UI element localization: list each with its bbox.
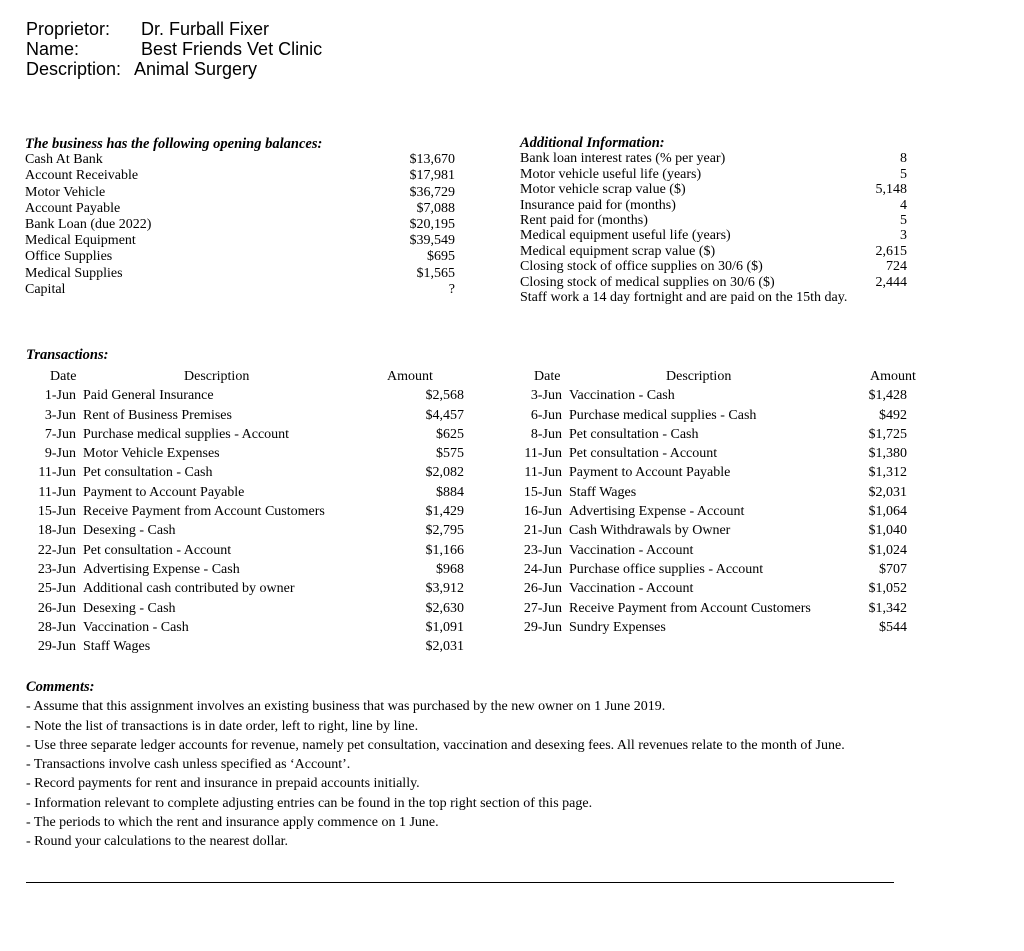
- transaction-amount: $1,380: [868, 446, 907, 462]
- balance-value: $36,729: [409, 184, 455, 200]
- transaction-description: Sundry Expenses: [569, 619, 666, 635]
- table-row: [512, 406, 907, 425]
- name-label: Name:: [26, 39, 80, 59]
- transaction-amount: $1,052: [868, 581, 907, 597]
- transaction-description: Advertising Expense - Cash: [83, 561, 240, 577]
- transaction-date: 25-Jun: [37, 581, 76, 597]
- transaction-amount: $1,428: [868, 388, 907, 404]
- balance-name: Motor Vehicle: [25, 184, 106, 200]
- info-row: [520, 182, 907, 197]
- transaction-description: Pet consultation - Cash: [83, 465, 213, 481]
- transaction-amount: $2,795: [425, 523, 464, 539]
- table-row: [26, 425, 464, 444]
- column-header-description: Description: [184, 369, 250, 384]
- transaction-date: 27-Jun: [523, 600, 562, 616]
- transaction-amount: $707: [879, 561, 907, 577]
- transaction-description: Vaccination - Account: [569, 542, 694, 558]
- info-name: Bank loan interest rates (% per year): [520, 151, 726, 167]
- transaction-amount: $2,031: [425, 639, 464, 655]
- transaction-date: 15-Jun: [523, 484, 562, 500]
- balance-name: Account Payable: [25, 200, 121, 216]
- info-value: 724: [886, 259, 907, 275]
- transaction-date: 16-Jun: [523, 504, 562, 520]
- balance-value: ?: [448, 281, 455, 297]
- info-value: 5,148: [875, 182, 907, 198]
- transaction-description: Motor Vehicle Expenses: [83, 446, 220, 462]
- transaction-description: Receive Payment from Account Customers: [83, 504, 325, 520]
- balance-row: [25, 249, 455, 265]
- balance-value: $1,565: [416, 265, 455, 281]
- transactions-list-left: [26, 386, 464, 656]
- transaction-date: 3-Jun: [530, 388, 562, 404]
- table-row: [512, 599, 907, 618]
- transaction-amount: $625: [436, 426, 464, 442]
- comment-line: - Assume that this assignment involves an existing business that was purchased by the new owner on 1 June 2019.: [26, 699, 666, 715]
- table-row: [512, 521, 907, 540]
- balance-name: Cash At Bank: [25, 152, 103, 168]
- transaction-description: Receive Payment from Account Customers: [569, 600, 811, 616]
- transaction-date: 1-Jun: [44, 388, 76, 404]
- info-value: 4: [900, 197, 907, 213]
- comments-title: Comments:: [26, 679, 95, 695]
- transaction-description: Staff Wages: [569, 484, 637, 500]
- balance-row: [25, 217, 455, 233]
- balance-row: [25, 266, 455, 282]
- transaction-description: Payment to Account Payable: [569, 465, 731, 481]
- table-row: [512, 463, 907, 482]
- transaction-amount: $1,024: [868, 542, 907, 558]
- transaction-description: Pet consultation - Account: [83, 542, 232, 558]
- transactions-header-left: [26, 367, 464, 386]
- transaction-amount: $3,912: [425, 581, 464, 597]
- info-name: Rent paid for (months): [520, 212, 648, 228]
- info-row: [520, 213, 907, 228]
- info-value: 2,444: [875, 274, 907, 290]
- transaction-date: 29-Jun: [37, 639, 76, 655]
- transaction-description: Advertising Expense - Account: [569, 504, 745, 520]
- transaction-amount: $884: [436, 484, 464, 500]
- transaction-date: 7-Jun: [44, 426, 76, 442]
- balance-name: Medical Equipment: [25, 233, 136, 249]
- transaction-description: Purchase office supplies - Account: [569, 561, 764, 577]
- info-value: 3: [900, 228, 907, 244]
- info-value: 5: [900, 166, 907, 182]
- transaction-date: 21-Jun: [523, 523, 562, 539]
- transaction-date: 26-Jun: [37, 600, 76, 616]
- additional-information: [520, 136, 907, 305]
- balance-name: Account Receivable: [25, 168, 139, 184]
- balance-row: [25, 201, 455, 217]
- transaction-date: 23-Jun: [37, 561, 76, 577]
- transactions-header-right: [512, 367, 916, 386]
- table-row: [512, 541, 907, 560]
- comments-list: [26, 697, 896, 851]
- transaction-date: 11-Jun: [38, 484, 76, 500]
- transaction-description: Rent of Business Premises: [83, 407, 232, 423]
- table-row: [512, 618, 907, 637]
- balance-value: $13,670: [409, 152, 455, 168]
- table-row: [26, 637, 464, 656]
- table-row: [512, 502, 907, 521]
- transaction-date: 6-Jun: [530, 407, 562, 423]
- info-name: Medical equipment scrap value ($): [520, 243, 716, 259]
- additional-information-title: Additional Information:: [520, 135, 665, 151]
- balance-value: $695: [427, 249, 455, 265]
- table-row: [26, 483, 464, 502]
- info-row: [520, 167, 907, 182]
- comment-line: - Note the list of transactions is in date order, left to right, line by line.: [26, 718, 419, 734]
- transaction-description: Cash Withdrawals by Owner: [569, 523, 731, 539]
- transaction-date: 24-Jun: [523, 561, 562, 577]
- balance-value: $20,195: [409, 216, 455, 232]
- transaction-amount: $575: [436, 446, 464, 462]
- transaction-date: 22-Jun: [37, 542, 76, 558]
- info-name: Insurance paid for (months): [520, 197, 676, 213]
- transaction-date: 15-Jun: [37, 504, 76, 520]
- info-name: Medical equipment useful life (years): [520, 228, 731, 244]
- transaction-date: 26-Jun: [523, 581, 562, 597]
- description-value: Animal Surgery: [134, 59, 258, 79]
- table-row: [26, 541, 464, 560]
- column-header-date: Date: [534, 369, 561, 384]
- proprietor-value: Dr. Furball Fixer: [141, 19, 270, 39]
- transaction-description: Purchase medical supplies - Account: [83, 426, 290, 442]
- bottom-divider: [26, 882, 894, 883]
- info-name: Closing stock of office supplies on 30/6 ($): [520, 259, 763, 275]
- opening-balances-title: The business has the following opening balances:: [25, 136, 323, 152]
- transaction-description: Pet consultation - Cash: [569, 426, 699, 442]
- info-row: [520, 290, 907, 305]
- transaction-description: Vaccination - Cash: [83, 619, 189, 635]
- transaction-amount: $1,040: [868, 523, 907, 539]
- info-row: [520, 275, 907, 290]
- transaction-date: 23-Jun: [523, 542, 562, 558]
- transaction-amount: $1,166: [425, 542, 464, 558]
- column-header-date: Date: [50, 369, 77, 384]
- transaction-date: 11-Jun: [524, 465, 562, 481]
- transaction-description: Vaccination - Cash: [569, 388, 675, 404]
- table-row: [26, 502, 464, 521]
- balance-row: [25, 233, 455, 249]
- table-row: [26, 444, 464, 463]
- transaction-description: Purchase medical supplies - Cash: [569, 407, 757, 423]
- transaction-date: 28-Jun: [37, 619, 76, 635]
- table-row: [512, 560, 907, 579]
- comment-line: - Round your calculations to the nearest dollar.: [26, 834, 289, 850]
- transaction-amount: $1,312: [868, 465, 907, 481]
- info-value: 5: [900, 212, 907, 228]
- transaction-amount: $544: [879, 619, 907, 635]
- proprietor-label: Proprietor:: [26, 19, 111, 39]
- table-row: [512, 444, 907, 463]
- transaction-date: 3-Jun: [44, 407, 76, 423]
- balance-name: Medical Supplies: [25, 265, 123, 281]
- table-row: [512, 579, 907, 598]
- info-row: [520, 244, 907, 259]
- table-row: [26, 599, 464, 618]
- table-row: [26, 463, 464, 482]
- transactions-list-right: [512, 386, 907, 637]
- info-row: [520, 198, 907, 213]
- balance-name: Bank Loan (due 2022): [25, 216, 152, 232]
- transaction-amount: $2,630: [425, 600, 464, 616]
- balance-row: [25, 168, 455, 184]
- transaction-description: Staff Wages: [83, 639, 151, 655]
- transaction-amount: $1,342: [868, 600, 907, 616]
- comment-line: - Transactions involve cash unless specified as ‘Account’.: [26, 757, 351, 773]
- additional-information-list: [520, 151, 907, 305]
- transaction-amount: $2,568: [425, 388, 464, 404]
- balance-value: $7,088: [416, 200, 455, 216]
- info-row: [520, 151, 907, 166]
- transaction-description: Desexing - Cash: [83, 523, 176, 539]
- transactions-table-left: [26, 367, 464, 656]
- comment-line: - Information relevant to complete adjusting entries can be found in the top right section of this page.: [26, 795, 593, 811]
- balance-name: Office Supplies: [25, 249, 113, 265]
- info-name: Closing stock of medical supplies on 30/6 ($): [520, 274, 775, 290]
- info-name: Staff work a 14 day fortnight and are paid on the 15th day.: [520, 289, 848, 305]
- comment-line: - The periods to which the rent and insurance apply commence on 1 June.: [26, 815, 439, 831]
- transaction-amount: $1,064: [868, 504, 907, 520]
- transaction-date: 11-Jun: [38, 465, 76, 481]
- description-label: Description:: [26, 59, 122, 79]
- info-name: Motor vehicle scrap value ($): [520, 182, 686, 198]
- table-row: [26, 386, 464, 405]
- transaction-description: Payment to Account Payable: [83, 484, 245, 500]
- transaction-description: Vaccination - Account: [569, 581, 694, 597]
- table-row: [26, 406, 464, 425]
- column-header-amount: Amount: [387, 369, 433, 384]
- table-row: [26, 618, 464, 637]
- transaction-amount: $4,457: [425, 407, 464, 423]
- transaction-date: 8-Jun: [530, 426, 562, 442]
- table-row: [512, 386, 907, 405]
- transaction-date: 29-Jun: [523, 619, 562, 635]
- transaction-description: Desexing - Cash: [83, 600, 176, 616]
- transaction-amount: $2,031: [868, 484, 907, 500]
- transaction-description: Pet consultation - Account: [569, 446, 718, 462]
- balance-row: [25, 152, 455, 168]
- info-row: [520, 259, 907, 274]
- transaction-date: 11-Jun: [524, 446, 562, 462]
- comment-line: - Record payments for rent and insurance in prepaid accounts initially.: [26, 776, 420, 792]
- table-row: [512, 483, 907, 502]
- name-value: Best Friends Vet Clinic: [141, 39, 323, 59]
- transaction-amount: $2,082: [425, 465, 464, 481]
- table-row: [26, 560, 464, 579]
- info-value: 2,615: [875, 243, 907, 259]
- transaction-amount: $492: [879, 407, 907, 423]
- transactions-table-right: [512, 367, 916, 637]
- comment-line: - Use three separate ledger accounts for revenue, namely pet consultation, vaccination and desexing fees. All revenues relate to the month of June.: [26, 737, 845, 753]
- transactions-title: Transactions:: [26, 347, 109, 363]
- table-row: [26, 521, 464, 540]
- opening-balances-list: [25, 152, 455, 298]
- info-row: [520, 228, 907, 243]
- table-row: [512, 425, 907, 444]
- table-row: [26, 579, 464, 598]
- transaction-amount: $1,725: [868, 426, 907, 442]
- transaction-date: 18-Jun: [37, 523, 76, 539]
- transaction-amount: $968: [436, 561, 464, 577]
- balance-row: [25, 185, 455, 201]
- balance-name: Capital: [25, 281, 66, 297]
- column-header-description: Description: [666, 369, 732, 384]
- transaction-amount: $1,091: [425, 619, 464, 635]
- transaction-amount: $1,429: [425, 504, 464, 520]
- transaction-date: 9-Jun: [44, 446, 76, 462]
- comments-section: [26, 678, 896, 852]
- info-name: Motor vehicle useful life (years): [520, 166, 702, 182]
- balance-value: $17,981: [409, 168, 455, 184]
- opening-balances: [25, 136, 455, 298]
- transaction-description: Additional cash contributed by owner: [83, 581, 295, 597]
- column-header-amount: Amount: [870, 369, 916, 384]
- balance-row: [25, 282, 455, 298]
- transaction-description: Paid General Insurance: [83, 388, 214, 404]
- balance-value: $39,549: [409, 233, 455, 249]
- info-value: 8: [900, 151, 907, 167]
